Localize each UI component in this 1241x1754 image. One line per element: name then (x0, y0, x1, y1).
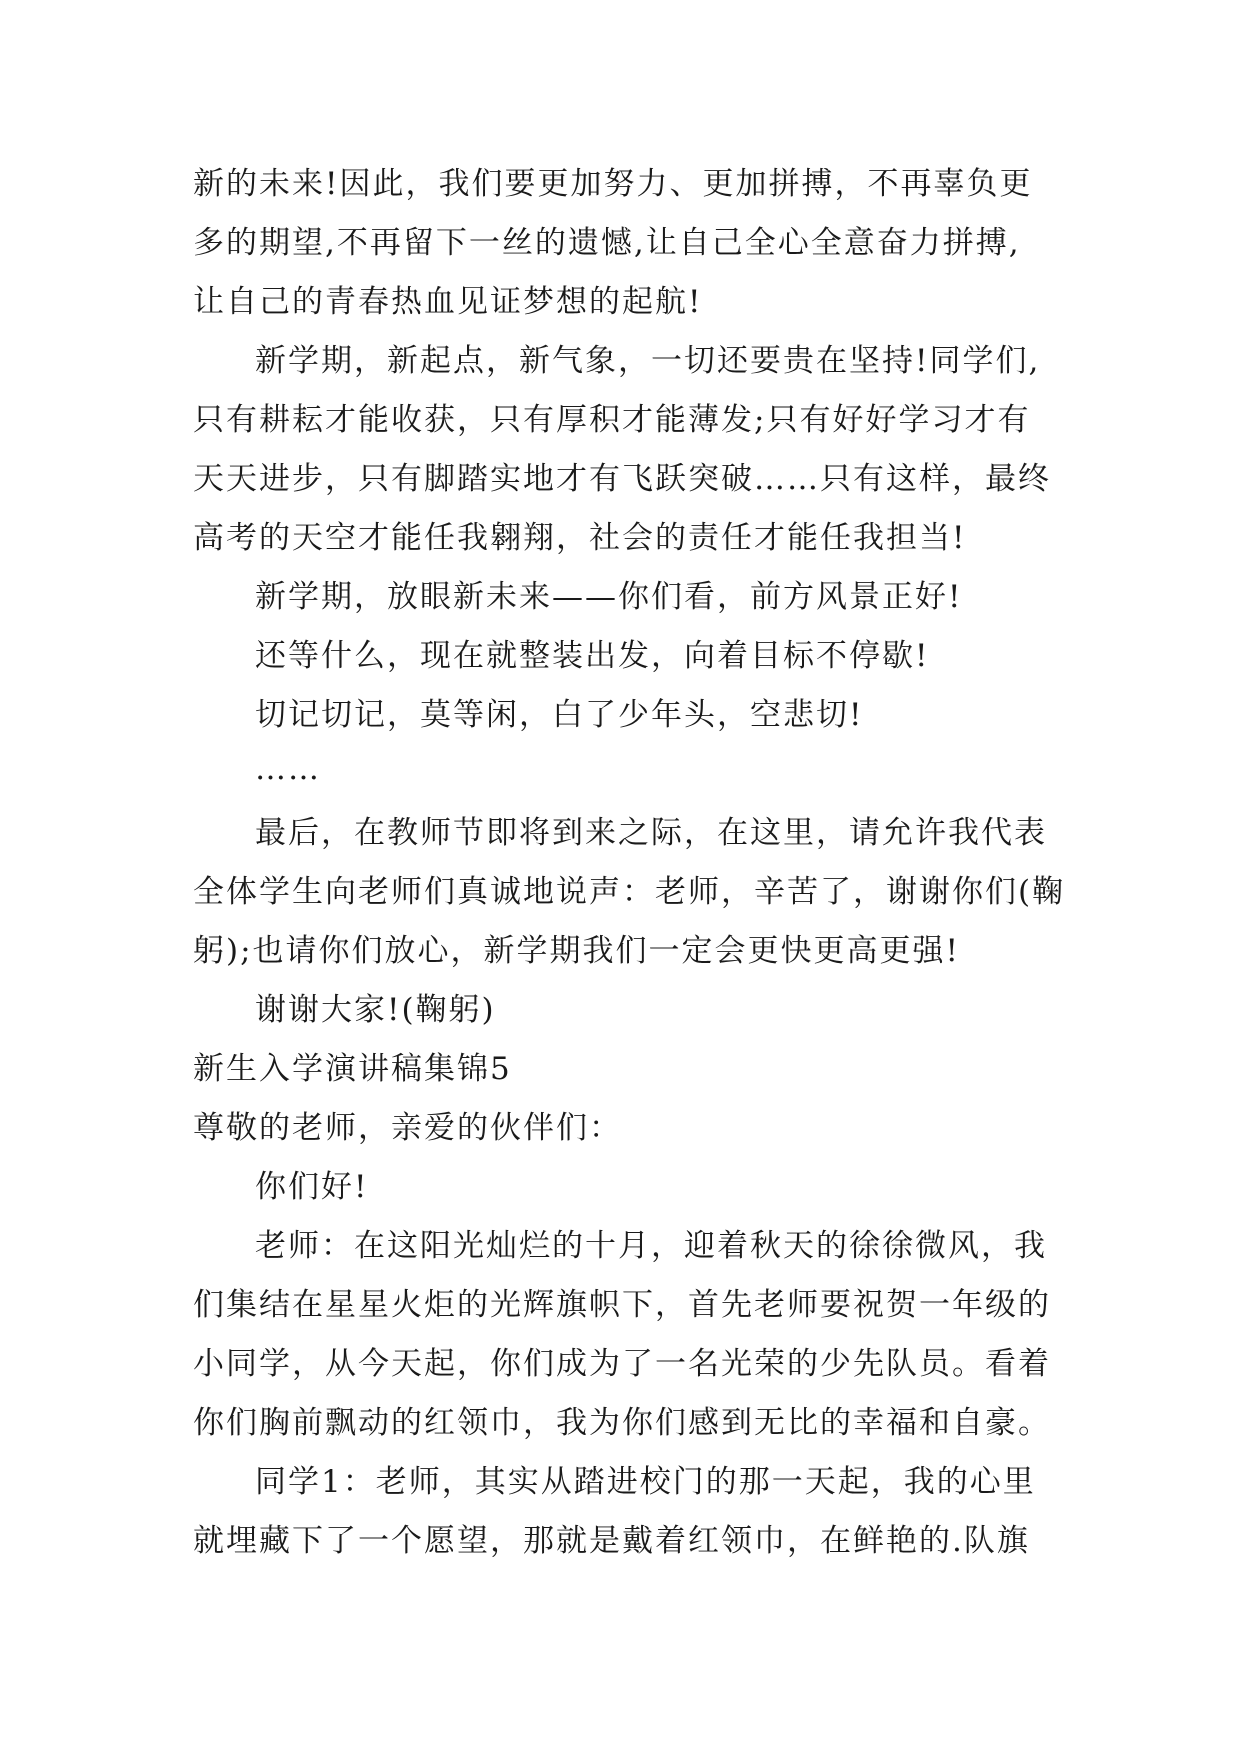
text-line: 就埋藏下了一个愿望，那就是戴着红领巾，在鲜艳的.队旗 (193, 1523, 1030, 1559)
text-line: 还等什么，现在就整装出发，向着目标不停歇! (255, 638, 930, 674)
text-line: 同学1：老师，其实从踏进校门的那一天起，我的心里 (255, 1464, 1036, 1500)
text-line: 躬);也请你们放心，新学期我们一定会更快更高更强! (193, 933, 960, 969)
text-line: 全体学生向老师们真诚地说声：老师，辛苦了，谢谢你们(鞠 (193, 874, 1066, 910)
text-line: 新学期，放眼新未来——你们看，前方风景正好! (255, 579, 963, 615)
text-line: 最后，在教师节即将到来之际，在这里，请允许我代表 (255, 815, 1047, 851)
text-line: 多的期望,不再留下一丝的遗憾,让自己全心全意奋力拼搏, (193, 225, 1021, 261)
text-line: …… (255, 751, 321, 787)
text-line: 切记切记，莫等闲，白了少年头，空悲切! (255, 697, 864, 733)
text-line: 只有耕耘才能收获，只有厚积才能薄发;只有好好学习才有 (193, 402, 1031, 438)
text-line: 高考的天空才能任我翱翔，社会的责任才能任我担当! (193, 520, 967, 556)
text-line: 新的未来!因此，我们要更加努力、更加拼搏，不再辜负更 (193, 166, 1033, 202)
text-line: 们集结在星星火炬的光辉旗帜下，首先老师要祝贺一年级的 (193, 1287, 1051, 1323)
text-line: 让自己的青春热血见证梦想的起航! (193, 284, 703, 320)
text-line: 你们好! (255, 1169, 369, 1205)
text-line: 老师：在这阳光灿烂的十月，迎着秋天的徐徐微风，我 (255, 1228, 1047, 1264)
text-line: 天天进步，只有脚踏实地才有飞跃突破……只有这样，最终 (193, 461, 1051, 497)
text-line: 谢谢大家!(鞠躬) (255, 992, 496, 1028)
text-line: 小同学，从今天起，你们成为了一名光荣的少先队员。看着 (193, 1346, 1051, 1382)
text-line: 新学期，新起点，新气象，一切还要贵在坚持!同学们, (255, 343, 1041, 379)
text-line: 尊敬的老师，亲爱的伙伴们： (193, 1110, 622, 1146)
text-line: 你们胸前飘动的红领巾，我为你们感到无比的幸福和自豪。 (193, 1405, 1051, 1441)
section-heading: 新生入学演讲稿集锦5 (193, 1051, 512, 1087)
